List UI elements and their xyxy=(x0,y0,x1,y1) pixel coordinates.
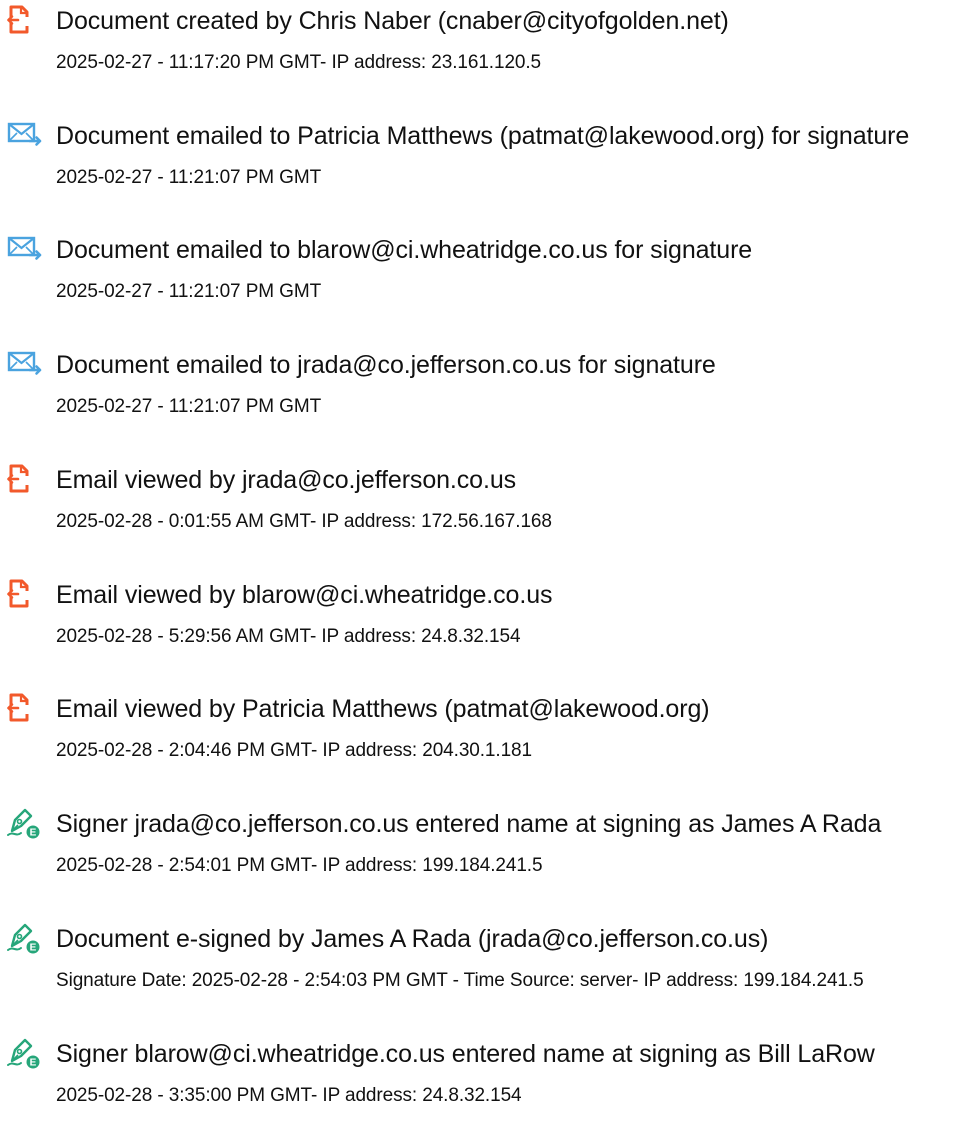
event-detail: 2025-02-27 - 11:17:20 PM GMT- IP address: 23.161.120.5 xyxy=(56,52,542,73)
email-sent-icon xyxy=(6,346,42,380)
event-title: Signer jrada@co.jefferson.co.us entered name at signing as James A Rada xyxy=(56,810,882,838)
event-detail: 2025-02-28 - 3:35:00 PM GMT- IP address: 24.8.32.154 xyxy=(56,1085,522,1106)
event-title: Signer blarow@ci.wheatridge.co.us entered name at signing as Bill LaRow xyxy=(56,1040,875,1068)
event-title: Document emailed to Patricia Matthews (patmat@lakewood.org) for signature xyxy=(56,122,910,150)
activity-entry xyxy=(0,115,976,205)
event-detail: 2025-02-28 - 2:54:01 PM GMT- IP address: 199.184.241.5 xyxy=(56,855,543,876)
event-title: Document e-signed by James A Rada (jrada@co.jefferson.co.us) xyxy=(56,925,769,953)
event-detail: 2025-02-28 - 0:01:55 AM GMT- IP address: 172.56.167.168 xyxy=(56,511,552,532)
event-title: Email viewed by Patricia Matthews (patmat@lakewood.org) xyxy=(56,695,710,723)
e-sign-icon xyxy=(6,920,42,954)
event-detail: 2025-02-27 - 11:21:07 PM GMT xyxy=(56,281,322,302)
activity-entry xyxy=(0,344,976,434)
event-detail: 2025-02-27 - 11:21:07 PM GMT xyxy=(56,396,322,417)
svg-text:E: E xyxy=(29,1057,37,1069)
activity-entry xyxy=(0,229,976,319)
document-icon xyxy=(6,461,42,495)
event-title: Document created by Chris Naber (cnaber@cityofgolden.net) xyxy=(56,7,729,35)
activity-entry xyxy=(0,688,976,778)
e-sign-icon xyxy=(6,805,42,839)
svg-text:E: E xyxy=(29,827,37,839)
email-sent-icon xyxy=(6,117,42,151)
activity-entry xyxy=(0,459,976,549)
svg-text:E: E xyxy=(29,942,37,954)
document-icon xyxy=(6,690,42,724)
email-sent-icon xyxy=(6,231,42,265)
event-title: Document emailed to jrada@co.jefferson.co.us for signature xyxy=(56,351,716,379)
document-icon xyxy=(6,576,42,610)
document-icon xyxy=(6,2,42,36)
activity-entry xyxy=(0,1033,976,1123)
event-title: Email viewed by jrada@co.jefferson.co.us xyxy=(56,466,517,494)
activity-entry xyxy=(0,574,976,664)
event-detail: Signature Date: 2025-02-28 - 2:54:03 PM GMT - Time Source: server- IP address: 199.184.241.5 xyxy=(56,970,864,991)
event-detail: 2025-02-27 - 11:21:07 PM GMT xyxy=(56,167,322,188)
e-sign-icon xyxy=(6,1035,42,1069)
activity-entry xyxy=(0,0,976,90)
event-detail: 2025-02-28 - 2:04:46 PM GMT- IP address: 204.30.1.181 xyxy=(56,740,532,761)
event-detail: 2025-02-28 - 5:29:56 AM GMT- IP address: 24.8.32.154 xyxy=(56,626,521,647)
event-title: Document emailed to blarow@ci.wheatridge.co.us for signature xyxy=(56,236,753,264)
activity-entry xyxy=(0,803,976,893)
activity-entry xyxy=(0,918,976,1008)
event-title: Email viewed by blarow@ci.wheatridge.co.us xyxy=(56,581,553,609)
